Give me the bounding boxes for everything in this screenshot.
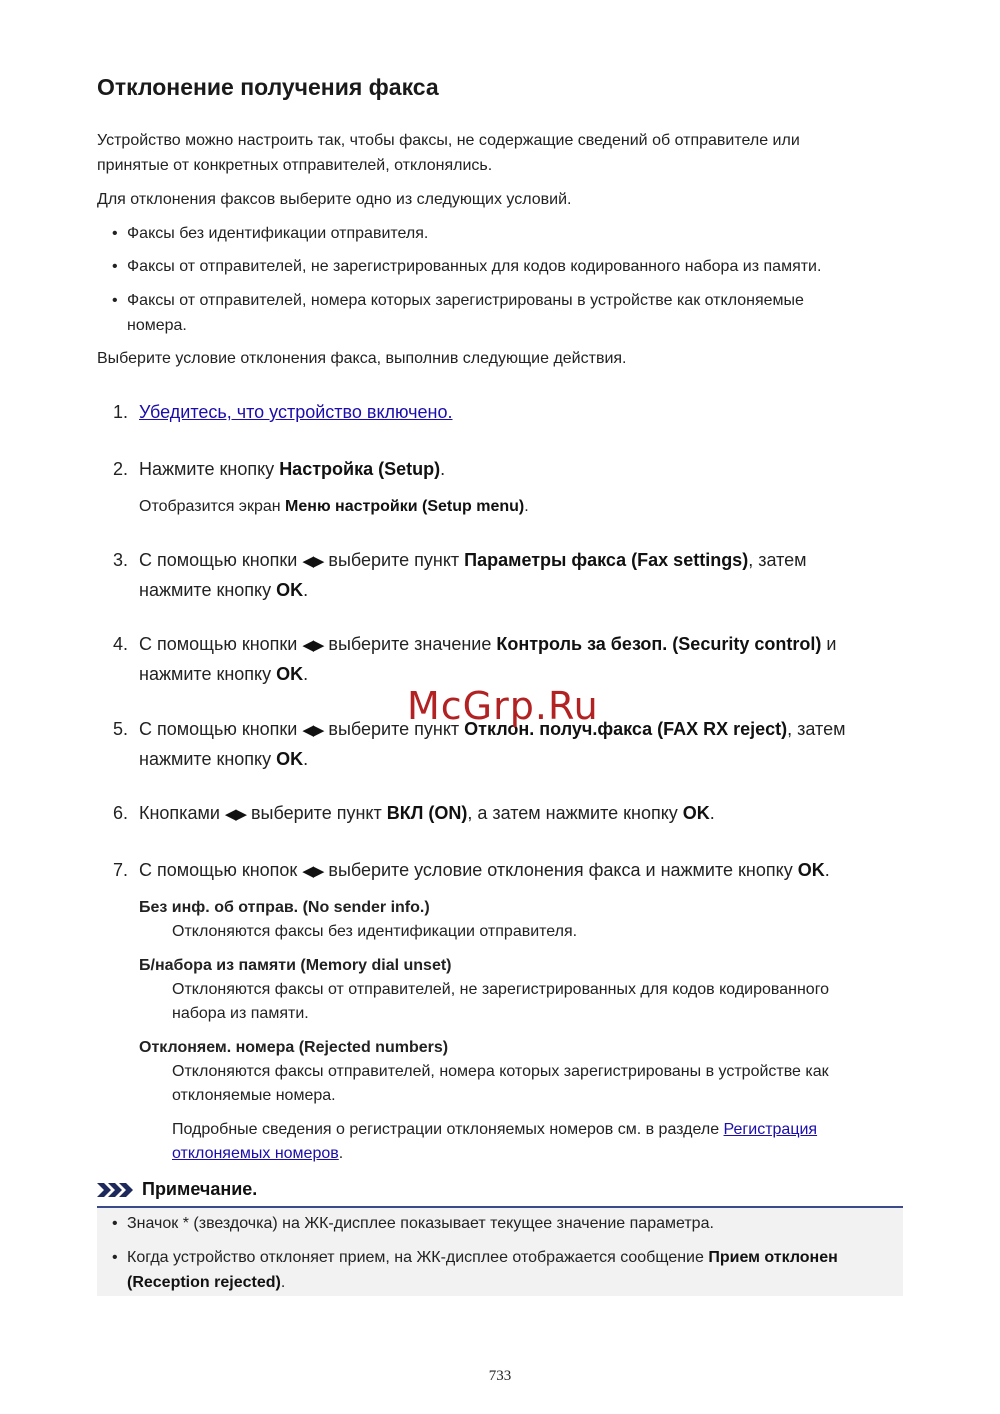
bullet-icon: • [112, 225, 118, 242]
bullet-icon: • [112, 292, 118, 309]
note-chevrons-icon [97, 1181, 137, 1199]
option-description: Отклоняются факсы от отправителей, не зарегистрированных для кодов кодированного набора из памяти. [172, 981, 830, 1022]
register-rejected-numbers-link[interactable]: Регистрация [723, 1121, 818, 1138]
left-right-arrows-icon: ◀▶ [302, 863, 324, 880]
steps-intro: Выберите условие отклонения факса, выполнив следующие действия. [97, 350, 627, 367]
power-on-link[interactable]: Убедитесь, что устройство включено. [139, 402, 453, 422]
intro-line: принятые от конкретных отправителей, отклонялись. [97, 157, 493, 174]
step-1 [113, 398, 903, 427]
step-7: 7. С помощью кнопок ◀▶ выберите условие отклонения факса и нажмите кнопку OK. [113, 856, 903, 886]
option-no-sender-info: Без инф. об отправ. (No sender info.) [139, 899, 430, 916]
left-right-arrows-icon: ◀▶ [302, 722, 324, 739]
left-right-arrows-icon: ◀▶ [302, 637, 324, 654]
step-3: 3. С помощью кнопки ◀▶ выберите пункт Параметры факса (Fax settings), затем нажмите кнопку OK. [113, 546, 903, 605]
step-number: 6. [113, 803, 129, 823]
note-title: Примечание. [142, 1179, 258, 1199]
list-item: • Факсы от отправителей, номера которых зарегистрированы в устройстве как отклоняемые номера. [112, 288, 892, 338]
option-memory-dial-unset: Б/набора из памяти (Memory dial unset) [139, 957, 452, 974]
step-number: 7. [113, 860, 129, 880]
bullet-icon: • [112, 1215, 118, 1232]
step-2: 2. Нажмите кнопку Настройка (Setup). [113, 455, 903, 484]
rejected-numbers-reference: Подробные сведения о регистрации отклоняемых номеров см. в разделе Регистрация отклоняемых номеров. [172, 1121, 818, 1162]
step-number: 2. [113, 459, 129, 479]
bullet-icon: • [112, 258, 118, 275]
step-4: 4. С помощью кнопки ◀▶ выберите значение Контроль за безоп. (Security control) и нажмите кнопку OK. [113, 630, 903, 689]
note-header [97, 1176, 903, 1208]
option-description: Отклоняются факсы без идентификации отправителя. [172, 923, 578, 940]
setup-button-label: Настройка (Setup) [279, 459, 441, 479]
option-description: Отклоняются факсы отправителей, номера которых зарегистрированы в устройстве как отклоняемые номера. [172, 1063, 829, 1104]
step-number: 3. [113, 550, 129, 570]
option-rejected-numbers: Отклоняем. номера (Rejected numbers) [139, 1039, 449, 1056]
page-title: Отклонение получения факса [97, 74, 439, 100]
conditions-intro: Для отклонения факсов выберите одно из следующих условий. [97, 191, 572, 208]
list-item: • Значок * (звездочка) на ЖК-дисплее показывает текущее значение параметра. [112, 1211, 892, 1236]
watermark: McGrp.Ru [407, 684, 599, 728]
intro-paragraph [97, 128, 897, 178]
register-rejected-numbers-link[interactable]: отклоняемых номеров [172, 1145, 339, 1162]
bullet-icon: • [112, 1249, 118, 1266]
step-2-result: Отобразится экран Меню настройки (Setup menu). [139, 498, 529, 515]
step-5: 5. С помощью кнопки ◀▶ выберите пункт Отклон. получ.факса (FAX RX reject), затем нажмите кнопку OK. [113, 715, 903, 774]
left-right-arrows-icon: ◀▶ [224, 806, 246, 823]
step-number: 4. [113, 634, 129, 654]
intro-line: Устройство можно настроить так, чтобы факсы, не содержащие сведений об отправителе или [97, 132, 800, 149]
note-body [97, 1208, 903, 1296]
step-number: 1. [113, 402, 129, 422]
step-6: 6. Кнопками ◀▶ выберите пункт ВКЛ (ON), а затем нажмите кнопку OK. [113, 799, 903, 829]
list-item: • Факсы без идентификации отправителя. [112, 221, 892, 246]
list-item: • Когда устройство отклоняет прием, на ЖК-дисплее отображается сообщение Прием отклонен (Reception rejected). [112, 1245, 892, 1295]
step-number: 5. [113, 719, 129, 739]
list-item: • Факсы от отправителей, не зарегистрированных для кодов кодированного набора из памяти. [112, 254, 892, 279]
page-number: 733 [488, 1368, 512, 1384]
left-right-arrows-icon: ◀▶ [302, 553, 324, 570]
